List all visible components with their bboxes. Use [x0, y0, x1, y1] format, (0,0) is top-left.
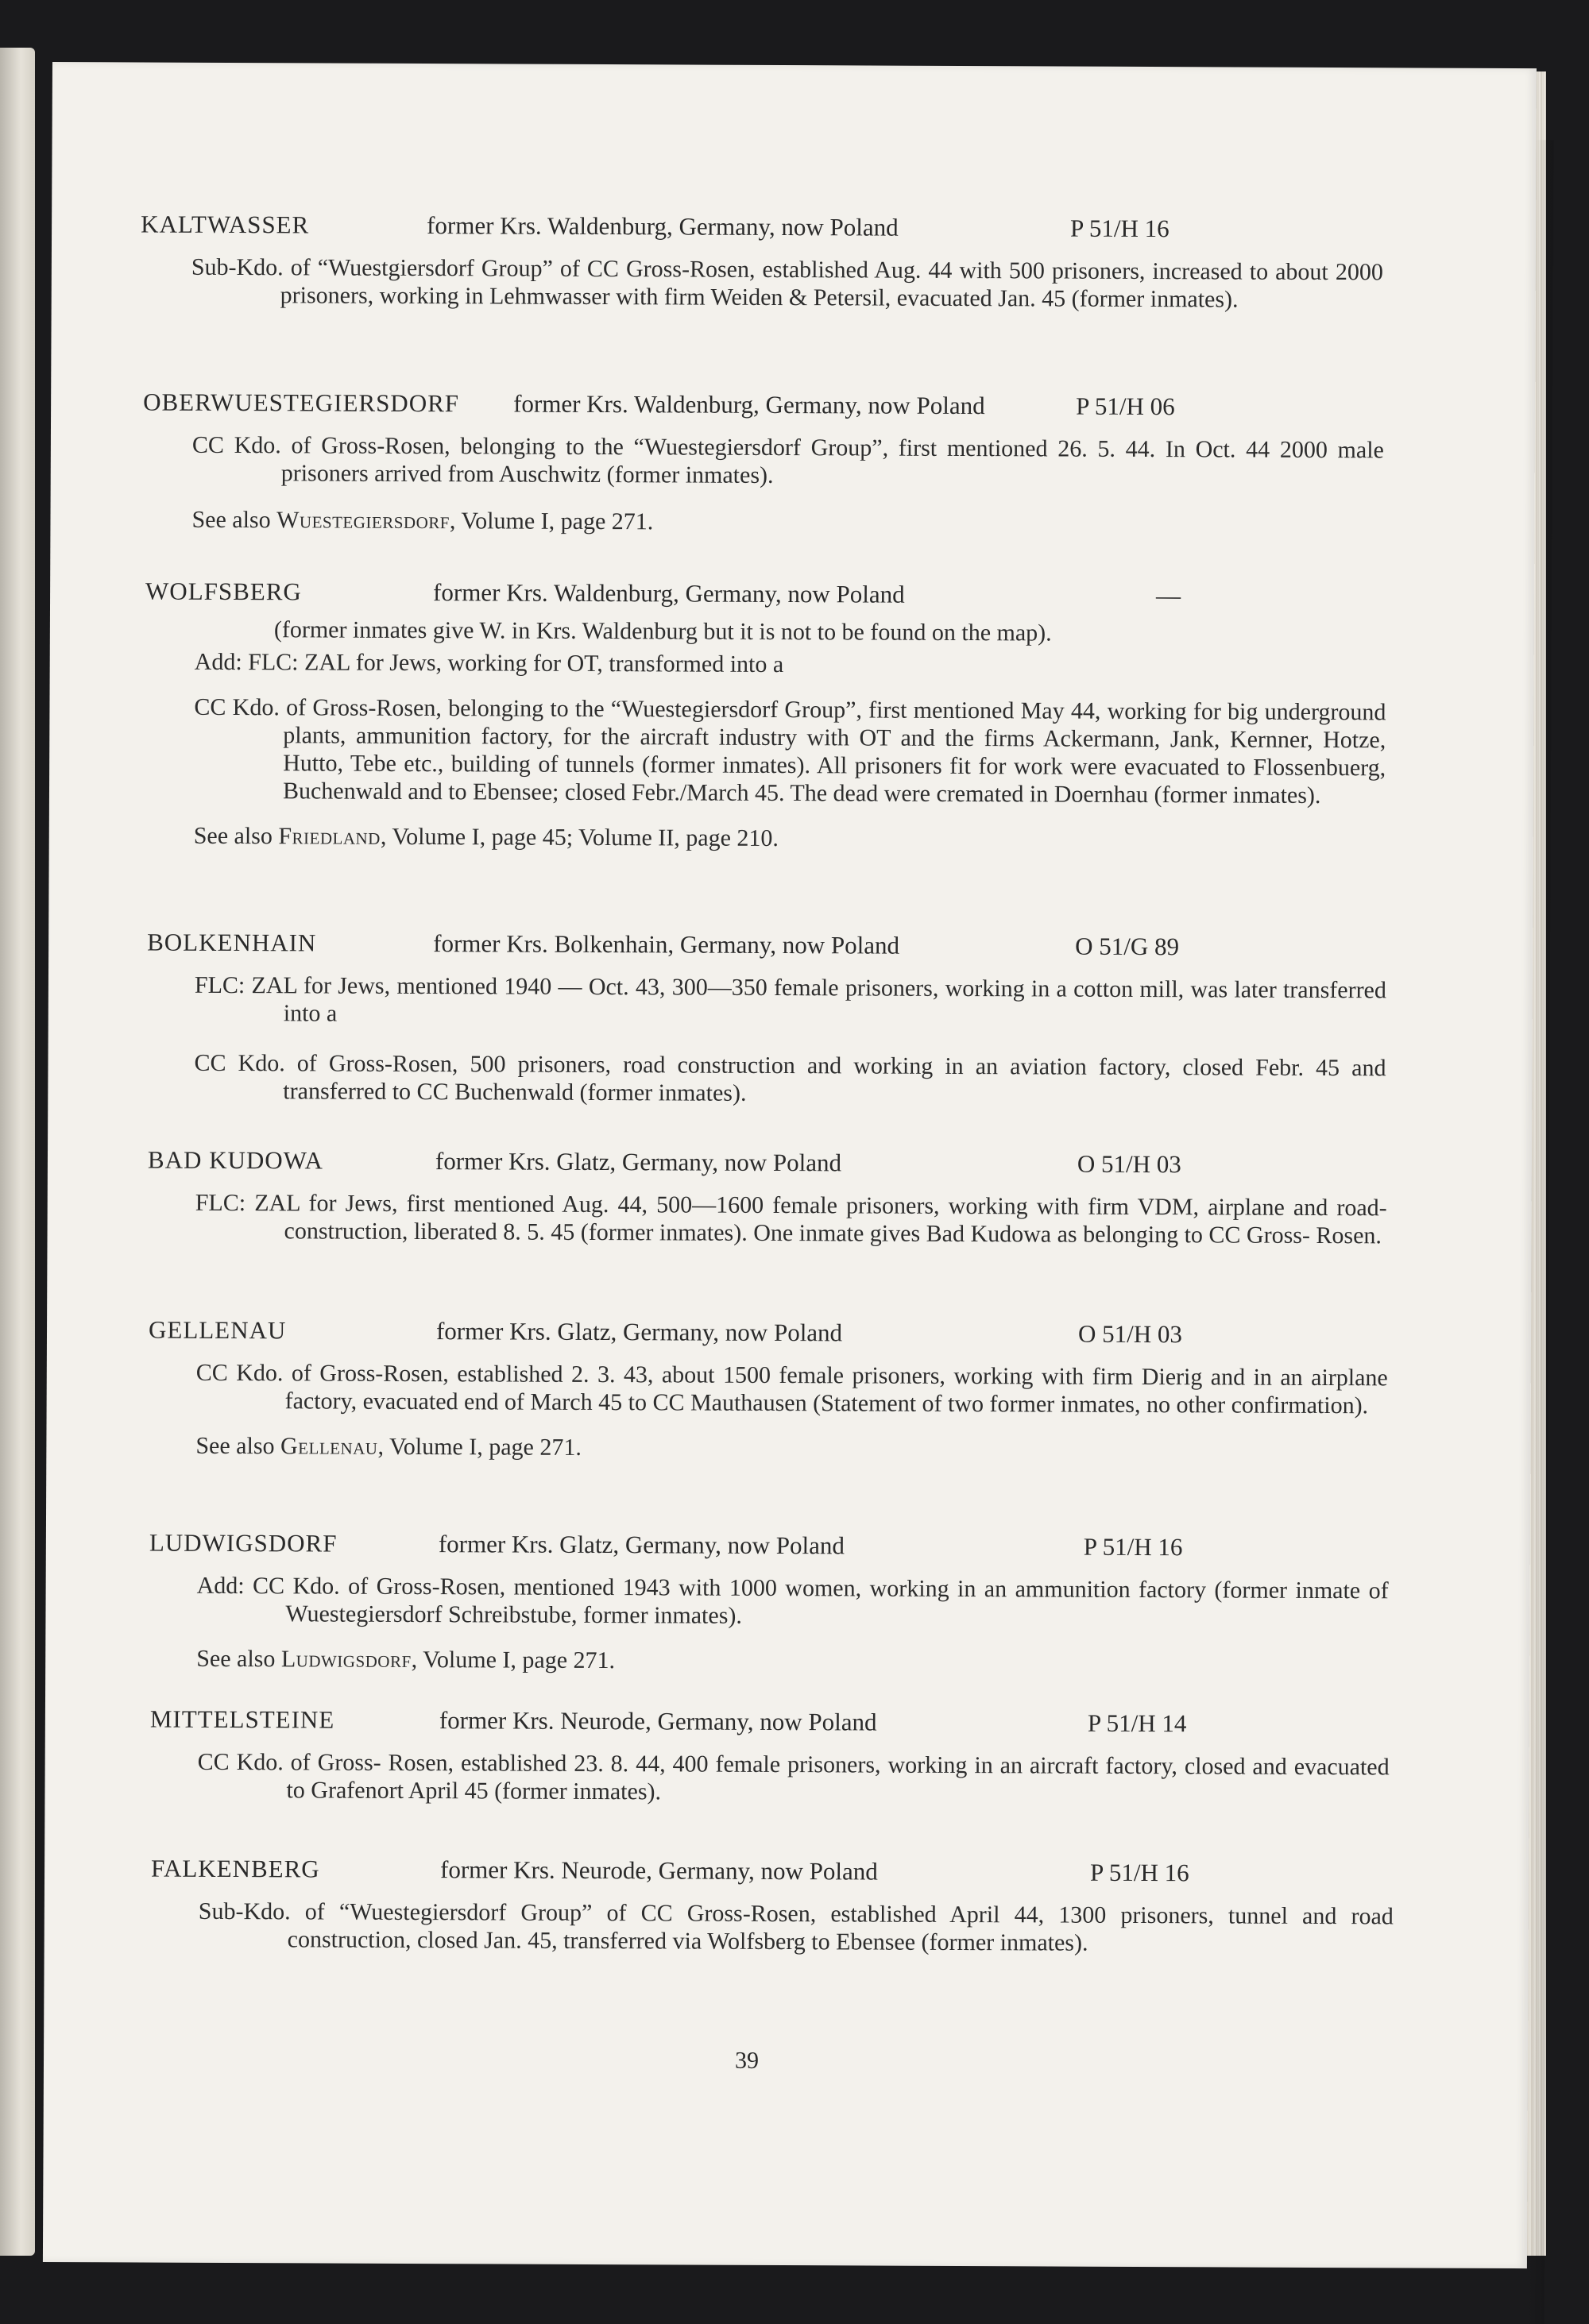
map-reference: — [1156, 581, 1181, 610]
location: former Krs. Glatz, Germany, now Poland [435, 1147, 842, 1177]
location: former Krs. Neurode, Germany, now Poland [439, 1706, 877, 1736]
map-reference: O 51/H 03 [1077, 1319, 1182, 1349]
location: former Krs. Waldenburg, Germany, now Poland [513, 389, 985, 420]
see-also-reference: , Volume I, page 271. [449, 508, 654, 535]
location: former Krs. Waldenburg, Germany, now Poland [427, 211, 899, 241]
entry-paragraph: CC Kdo. of Gross-Rosen, 500 prisoners, road construction and working in an aviation factory, closed Febr. 45 and transferred to CC Buchenwald (former inmates). [194, 1049, 1386, 1106]
location: former Krs. Glatz, Germany, now Poland [435, 1317, 843, 1347]
entry-paragraph: CC Kdo. of Gross-Rosen, belonging to the “Wuestegiersdorf Group”, first mentioned 26. 5. 44. In Oct. 44 2000 male prisoners arrived from Auschwitz (former inmates). [191, 431, 1384, 488]
entry-paragraph: Sub-Kdo. of “Wuestgiersdorf Group” of CC Gross-Rosen, established Aug. 44 with 500 prisoners, increased to about 2000 prisoners, working in Lehmwasser with firm Weiden & Petersil, evacuated Jan. 45 (former inmates). [191, 253, 1383, 313]
entry-bad-kudowa [48, 1145, 1533, 1250]
see-also-prefix: See also [191, 506, 277, 534]
entry-ludwigsdorf [45, 1528, 1530, 1678]
location: former Krs. Waldenburg, Germany, now Poland [433, 578, 905, 608]
place-name: BAD KUDOWA [147, 1145, 324, 1175]
see-also-name: Gellenau [280, 1433, 378, 1460]
entry-header [51, 388, 1535, 429]
page-number: 39 [734, 2047, 760, 2074]
entry-falkenberg [44, 1854, 1529, 1959]
map-reference: P 51/H 16 [1083, 1532, 1183, 1562]
see-also-name: Friedland [278, 823, 381, 850]
entry-header [47, 1315, 1531, 1357]
entry-wolfsberg [49, 577, 1534, 855]
entry-header [44, 1854, 1529, 1895]
see-also [194, 822, 1386, 855]
entry-note: (former inmates give W. in Krs. Waldenburg but it is not to be found on the map). [273, 616, 1052, 647]
see-also-reference: , Volume I, page 45; Volume II, page 210. [380, 823, 779, 851]
entry-header [48, 928, 1533, 969]
place-name: LUDWIGSDORF [149, 1528, 338, 1558]
place-name: FALKENBERG [151, 1854, 320, 1883]
map-reference: O 51/H 03 [1077, 1149, 1181, 1179]
place-name: KALTWASSER [141, 210, 310, 239]
see-also [191, 506, 1383, 539]
entry-paragraph: CC Kdo. of Gross-Rosen, established 2. 3. 43, about 1500 female prisoners, working with firm Dierig and in an airplane factory, evacuated end of March 45 to CC Mauthausen (Statement of two former inmates, no other confirmation). [195, 1359, 1388, 1419]
entry-paragraph: FLC: ZAL for Jews, mentioned 1940 — Oct. 43, 300—350 female prisoners, working in a cotton mill, was later transferred into a [194, 971, 1386, 1027]
location: former Krs. Bolkenhain, Germany, now Poland [433, 929, 900, 959]
see-also-prefix: See also [193, 822, 279, 850]
entry-paragraph: Sub-Kdo. of “Wuestegiersdorf Group” of CC Gross-Rosen, established April 44, 1300 prisoners, tunnel and road construction, closed Jan. 45, transferred via Wolfsberg to Ebensee (former inmates). [198, 1897, 1394, 1956]
entry-gellenau [46, 1315, 1531, 1465]
see-also-reference: , Volume I, page 271. [411, 1646, 616, 1674]
entry-bolkenhain [48, 928, 1533, 1110]
entry-paragraph: FLC: ZAL for Jews, first mentioned Aug. 44, 500—1600 female prisoners, working with firm VDM, airplane and road-construction, liberated 8. 5. 45 (former inmates). One inmate gives Bad Kudowa as belonging to CC Gross- Rosen. [195, 1189, 1387, 1249]
add-line: Add: FLC: ZAL for Jews, working for OT, transformed into a [194, 648, 784, 678]
map-reference: P 51/H 14 [1087, 1708, 1187, 1738]
place-name: GELLENAU [148, 1315, 287, 1345]
entry-header [48, 1145, 1532, 1187]
facing-page-edge [0, 48, 35, 2256]
location: former Krs. Neurode, Germany, now Poland [439, 1855, 878, 1886]
place-name: BOLKENHAIN [147, 928, 317, 957]
entry-header [50, 577, 1534, 618]
entry-oberwuestegiersdorf [50, 388, 1535, 539]
entry-kaltwasser [52, 210, 1537, 315]
see-also [195, 1432, 1387, 1465]
map-reference: P 51/H 16 [1070, 214, 1170, 243]
entry-header [45, 1704, 1529, 1746]
map-reference: O 51/G 89 [1075, 932, 1180, 961]
map-reference: P 51/H 16 [1089, 1858, 1189, 1887]
place-name: MITTELSTEINE [149, 1704, 335, 1734]
map-reference: P 51/H 06 [1076, 392, 1175, 421]
see-also-name: Ludwigsdorf [280, 1646, 412, 1673]
location: former Krs. Glatz, Germany, now Poland [438, 1530, 845, 1560]
place-name: OBERWUESTEGIERSDORF [143, 388, 460, 418]
see-also-name: Wuestegiersdorf [276, 507, 450, 535]
see-also-prefix: See also [196, 1645, 281, 1673]
place-name: WOLFSBERG [145, 577, 302, 606]
book-page [43, 62, 1537, 2268]
entry-mittelsteine [44, 1704, 1529, 1809]
entry-paragraph: CC Kdo. of Gross-Rosen, belonging to the “Wuestegiersdorf Group”, first mentioned May 44, working for big underground plants, ammunition factory, for the aircraft industry with OT and the firms Ackermann, Jank, Kernner, Hotze, Hutto, Tebe etc., building of tunnels (former inmates). All prisoners fit for work were evacuated to Flossenbuerg, Buchenwald and to Ebensee; closed Febr./March 45. The dead were cremated in Doernhau (former inmates). [194, 693, 1386, 809]
entry-header [46, 1528, 1530, 1569]
see-also [196, 1645, 1388, 1678]
see-also-prefix: See also [195, 1432, 281, 1460]
entry-paragraph: CC Kdo. of Gross- Rosen, established 23. 8. 44, 400 female prisoners, working in an aircraft factory, closed and evacuated to Grafenort April 45 (former inmates). [197, 1748, 1390, 1805]
see-also-reference: , Volume I, page 271. [377, 1433, 582, 1461]
entry-paragraph: Add: CC Kdo. of Gross-Rosen, mentioned 1943 with 1000 women, working in an ammunition factory (former inmate of Wuestegiersdorf Schreibstube, former inmates). [196, 1572, 1389, 1629]
entry-header [52, 210, 1536, 251]
